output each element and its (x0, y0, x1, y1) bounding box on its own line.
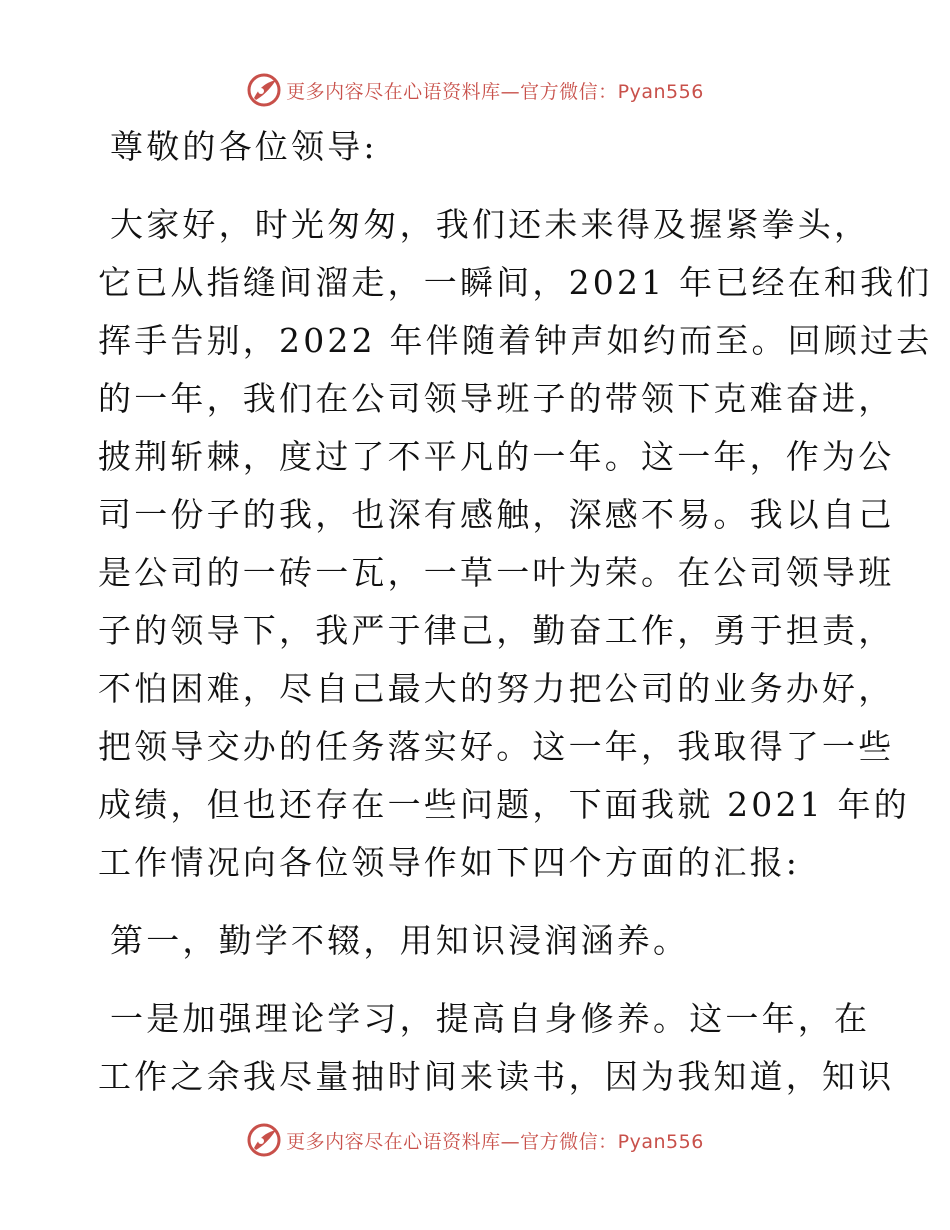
document-body (98, 118, 933, 1106)
paragraph-line: 工作之余我尽量抽时间来读书，因为我知道，知识 (98, 1057, 895, 1096)
paragraph-line: 它已从指缝间溜走，一瞬间，2021 年已经在和我们 (98, 263, 933, 302)
watermark-text: 更多内容尽在心语资料库—官方微信：Pyan556 (286, 80, 704, 103)
paragraph-line: 挥手告别，2022 年伴随着钟声如约而至。回顾过去 (98, 321, 933, 360)
brand-logo-icon (246, 72, 282, 108)
salutation-text: 尊敬的各位领导: (110, 127, 378, 166)
paragraph-intro (98, 196, 933, 892)
watermark-text: 更多内容尽在心语资料库—官方微信：Pyan556 (286, 1130, 704, 1153)
paragraph-line: 不怕困难，尽自己最大的努力把公司的业务办好， (98, 669, 895, 708)
watermark-footer (0, 1120, 950, 1160)
paragraph-study (98, 990, 895, 1106)
paragraph-line: 披荆斩棘，度过了不平凡的一年。这一年，作为公 (98, 437, 895, 476)
salutation (98, 118, 858, 176)
section-heading-1 (98, 912, 858, 970)
paragraph-line: 的一年，我们在公司领导班子的带领下克难奋进， (98, 379, 895, 418)
watermark-header (0, 70, 950, 110)
paragraph-line: 一是加强理论学习，提高自身修养。这一年，在 (110, 999, 871, 1038)
paragraph-line: 成绩，但也还存在一些问题，下面我就 2021 年的 (98, 785, 910, 824)
paragraph-line: 大家好，时光匆匆，我们还未来得及握紧拳头， (110, 205, 871, 244)
paragraph-line: 子的领导下，我严于律己，勤奋工作，勇于担责， (98, 611, 895, 650)
paragraph-line: 司一份子的我，也深有感触，深感不易。我以自己 (98, 495, 895, 534)
paragraph-line: 把领导交办的任务落实好。这一年，我取得了一些 (98, 727, 895, 766)
section-heading-text: 第一，勤学不辍，用知识浸润涵养。 (110, 921, 690, 960)
brand-logo-icon (246, 1122, 282, 1158)
paragraph-line: 工作情况向各位领导作如下四个方面的汇报: (98, 843, 801, 882)
paragraph-line: 是公司的一砖一瓦，一草一叶为荣。在公司领导班 (98, 553, 895, 592)
